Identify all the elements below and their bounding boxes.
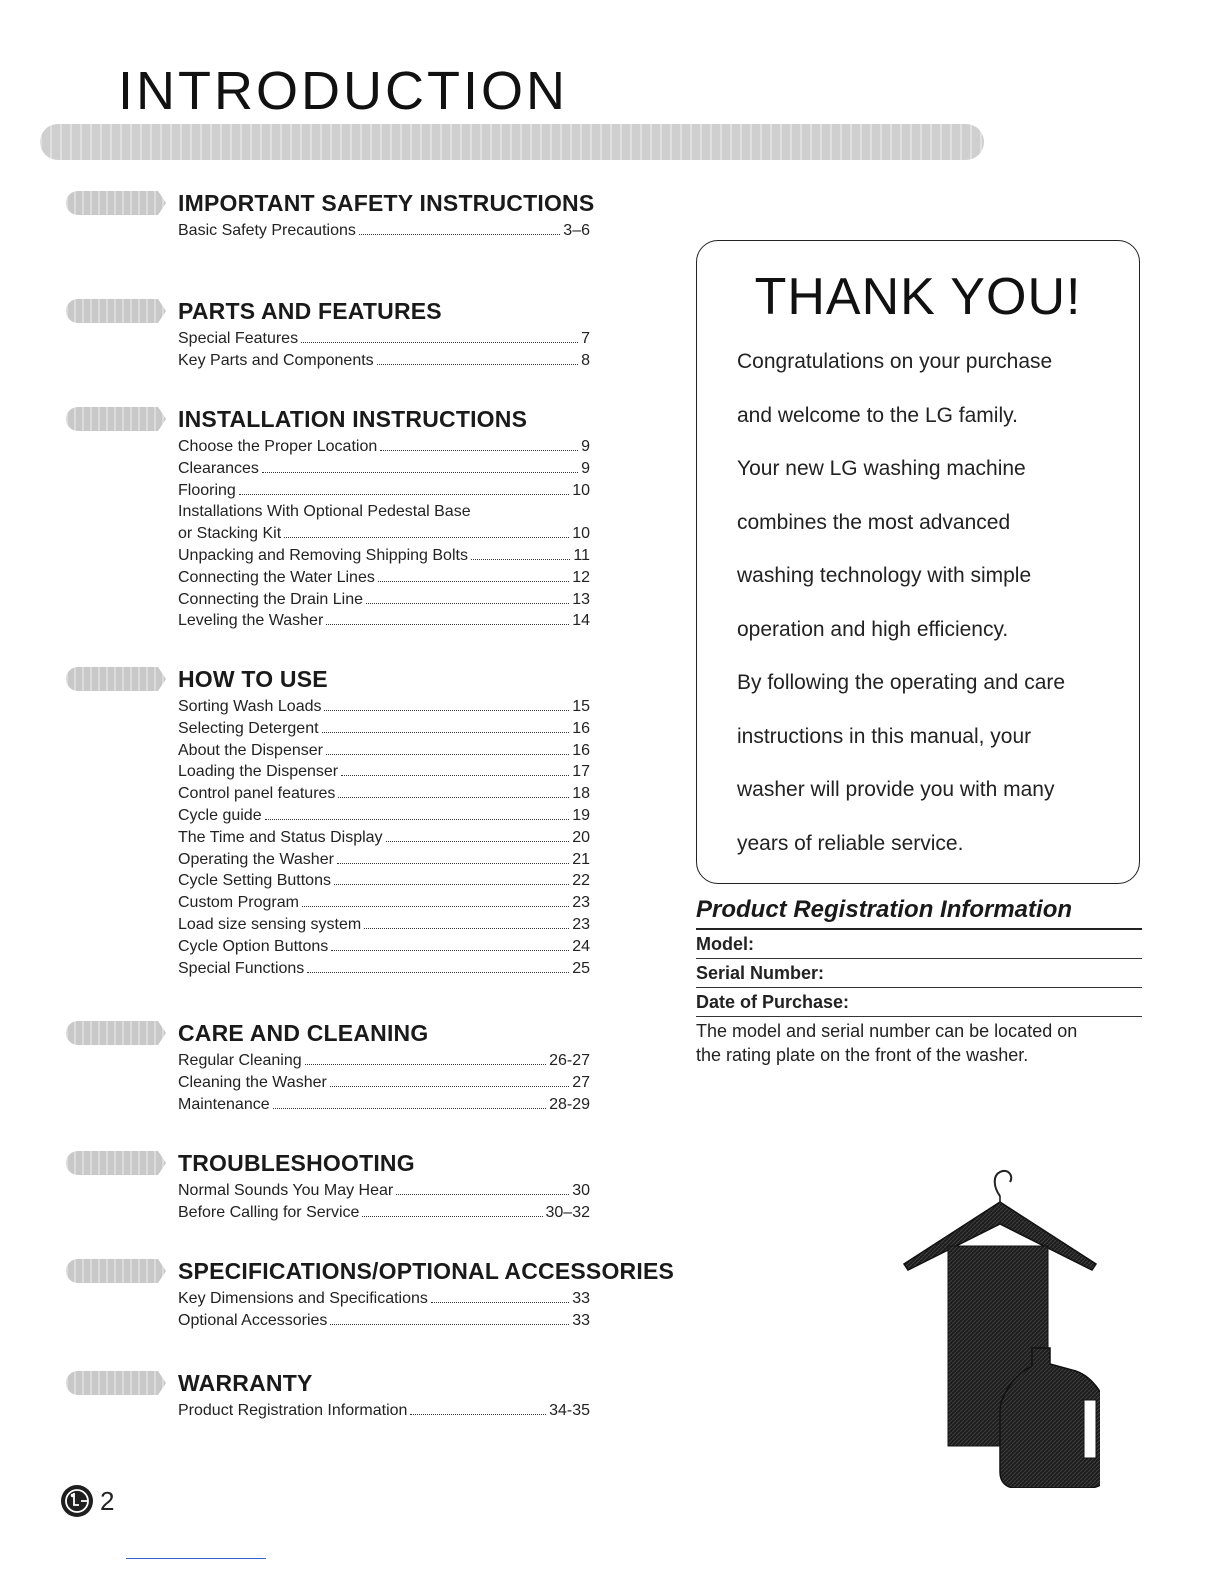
dot-leader [305, 1050, 546, 1065]
toc-section-safety [66, 186, 656, 242]
dot-leader [378, 567, 569, 582]
thank-you-line: Congratulations on your purchase [737, 350, 1053, 373]
toc-entry-page: 11 [573, 546, 590, 564]
toc-entry [178, 610, 590, 632]
thank-you-line: and welcome to the LG family. [737, 403, 1018, 427]
toc-entry-label: Normal Sounds You May Hear [178, 1182, 394, 1199]
toc-section-care [66, 1016, 656, 1115]
toc-entry [178, 589, 590, 611]
toc-entry-page: 18 [572, 785, 590, 803]
toc-entry-label: Product Registration Information [178, 1402, 408, 1419]
toc-entry-label: Maintenance [178, 1095, 270, 1113]
toc-entry-label: Operating the Washer [178, 850, 334, 868]
section-tab-icon [66, 1021, 166, 1045]
thank-you-box [696, 240, 1140, 884]
section-tab-icon [66, 191, 166, 215]
dot-leader [386, 827, 570, 842]
toc-entry [178, 1288, 590, 1310]
dot-leader [377, 350, 578, 365]
toc-entry-page: 8 [581, 351, 590, 369]
dot-leader [301, 328, 578, 343]
page-title: INTRODUCTION [118, 61, 568, 121]
toc-entry [178, 523, 590, 545]
toc-entry-page: 17 [572, 763, 590, 781]
section-entries [178, 328, 590, 372]
toc-entry [178, 1310, 590, 1332]
toc-entry-label: Clearances [178, 459, 259, 477]
toc-entry-label: Selecting Detergent [178, 719, 319, 737]
toc-section-troubleshooting [66, 1146, 656, 1224]
section-tab-icon [66, 1371, 166, 1395]
section-entries [178, 436, 590, 632]
thank-you-line: years of reliable service. [737, 831, 964, 855]
section-title: IMPORTANT SAFETY INSTRUCTIONS [178, 189, 595, 216]
dot-leader [337, 849, 569, 864]
dot-leader [239, 480, 569, 495]
toc-entry-label: Control panel features [178, 785, 336, 803]
toc-entry [178, 1400, 590, 1422]
section-entries [178, 1288, 590, 1332]
toc-entry [178, 220, 590, 242]
toc-entry-label: Sorting Wash Loads [178, 698, 322, 715]
thank-you-message [737, 335, 1065, 870]
page-number [60, 1484, 114, 1518]
serial-number-field: Serial Number: [696, 959, 1142, 988]
dot-leader [338, 783, 569, 798]
toc-entry-page: 22 [572, 872, 590, 890]
section-title: HOW TO USE [178, 665, 328, 692]
toc-entry-page: 15 [572, 698, 590, 715]
toc-entry-label: Special Functions [178, 959, 305, 977]
toc-entry [178, 914, 590, 936]
toc-entry [178, 805, 590, 827]
toc-entry-page: 23 [572, 915, 590, 933]
toc-entry-page: 30–32 [545, 1203, 590, 1221]
toc-entry-page: 23 [572, 894, 590, 912]
toc-entry-label: Regular Cleaning [178, 1052, 302, 1069]
toc-entry [178, 1180, 590, 1202]
toc-entry [178, 480, 590, 502]
section-entries [178, 220, 590, 242]
dot-leader [273, 1094, 546, 1109]
toc-entry [178, 350, 590, 372]
section-title: PARTS AND FEATURES [178, 297, 442, 324]
thank-you-line: operation and high efficiency. [737, 617, 1009, 641]
toc-entry-label: Key Dimensions and Specifications [178, 1290, 428, 1307]
section-title: WARRANTY [178, 1369, 313, 1396]
dot-leader [471, 545, 570, 560]
toc-entry-page: 33 [572, 1290, 590, 1307]
registration-note-line: the rating plate on the front of the washer. [696, 1045, 1029, 1065]
section-entries [178, 1180, 590, 1224]
toc-entry [178, 740, 590, 762]
section-entries [178, 696, 590, 979]
section-entries [178, 1050, 590, 1115]
section-tab-icon [66, 1151, 166, 1175]
toc-entry-label: Cleaning the Washer [178, 1073, 327, 1091]
toc-entry-page: 24 [572, 937, 590, 955]
registration-title: Product Registration Information [696, 896, 1142, 930]
thank-you-line: washing technology with simple [737, 564, 1032, 587]
toc-entry-label: Connecting the Drain Line [178, 590, 364, 608]
dot-leader [364, 914, 569, 929]
toc-entry-page: 14 [572, 612, 590, 630]
toc-entry-page: 9 [581, 459, 590, 477]
dot-leader [284, 523, 569, 538]
dot-leader [307, 958, 569, 973]
toc-section-parts [66, 294, 656, 372]
dot-leader [262, 458, 578, 473]
thank-you-line: washer will provide you with many [737, 778, 1055, 801]
toc-entry-label: About the Dispenser [178, 741, 323, 759]
toc-entry [178, 1050, 590, 1072]
thank-you-title: THANK YOU! [754, 268, 1082, 326]
model-field: Model: [696, 930, 1142, 959]
toc-entry-page: 25 [572, 959, 590, 977]
hanger-hook-icon [995, 1171, 1012, 1196]
hanger-towel-detergent-illustration [900, 1168, 1100, 1488]
toc-entry [178, 1072, 590, 1094]
toc-entry [178, 958, 590, 980]
toc-entry-page: 34-35 [549, 1402, 590, 1419]
dot-leader [324, 696, 569, 711]
section-title: SPECIFICATIONS/OPTIONAL ACCESSORIES [178, 1257, 675, 1284]
toc-section-how-to-use [66, 662, 656, 979]
dot-leader [359, 220, 560, 235]
section-title: INSTALLATION INSTRUCTIONS [178, 405, 528, 432]
toc-section-installation [66, 402, 656, 632]
section-title: CARE AND CLEANING [178, 1019, 429, 1046]
toc-entry-page: 16 [572, 719, 590, 737]
thank-you-line: Your new LG washing machine [737, 457, 1026, 480]
dot-leader [396, 1180, 569, 1195]
toc-entry-label: Installations With Optional Pedestal Base [178, 503, 471, 521]
toc-entry-page: 28-29 [549, 1095, 590, 1113]
section-tab-icon [66, 1259, 166, 1283]
toc-section-specifications [66, 1254, 675, 1332]
toc-entry-page: 19 [572, 806, 590, 824]
product-registration [696, 896, 1142, 1067]
toc-entry-label: Loading the Dispenser [178, 763, 339, 781]
toc-entry-label: Cycle Setting Buttons [178, 872, 331, 890]
toc-entry [178, 1094, 590, 1116]
toc-entry-label: Choose the Proper Location [178, 438, 378, 455]
toc-entry [178, 761, 590, 783]
registration-note [696, 1019, 1142, 1067]
toc-entry-page: 7 [581, 330, 590, 347]
toc-entry-label: Connecting the Water Lines [178, 568, 375, 586]
section-entries [178, 1400, 590, 1422]
dot-leader [431, 1288, 569, 1303]
toc-entry-label: Unpacking and Removing Shipping Bolts [178, 546, 468, 564]
toc-entry-label: Special Features [178, 330, 299, 347]
toc-entry-label: Optional Accessories [178, 1311, 328, 1329]
section-title: TROUBLESHOOTING [178, 1149, 415, 1176]
toc-entry-page: 20 [572, 828, 590, 846]
registration-note-line: The model and serial number can be located on [696, 1021, 1078, 1041]
toc-entry-label: Key Parts and Components [178, 351, 374, 369]
toc-entry [178, 501, 590, 523]
dot-leader [334, 870, 569, 885]
toc-entry-label: Cycle guide [178, 806, 262, 824]
toc-entry-page: 12 [572, 568, 590, 586]
toc-entry [178, 870, 590, 892]
title-banner-bar [40, 124, 984, 160]
toc-entry-label: Leveling the Washer [178, 612, 324, 630]
toc-entry [178, 696, 590, 718]
toc-entry-page: 10 [572, 525, 590, 543]
toc-entry-page: 27 [572, 1073, 590, 1091]
toc-entry-page: 30 [572, 1182, 590, 1199]
toc-entry [178, 567, 590, 589]
toc-entry-page: 16 [572, 741, 590, 759]
dot-leader [380, 436, 578, 451]
dot-leader [362, 1202, 542, 1217]
thank-you-line: instructions in this manual, your [737, 724, 1032, 748]
page-number-text: 2 [100, 1485, 115, 1516]
dot-leader [322, 718, 570, 733]
toc-entry-page: 13 [572, 590, 590, 608]
dot-leader [265, 805, 570, 820]
dot-leader [302, 892, 569, 907]
dot-leader [330, 1072, 569, 1087]
toc-entry [178, 827, 590, 849]
toc-entry-label: Basic Safety Precautions [178, 222, 356, 239]
toc-entry [178, 458, 590, 480]
dot-leader [410, 1400, 546, 1415]
thank-you-line: By following the operating and care [737, 671, 1066, 694]
toc-entry [178, 936, 590, 958]
toc-entry-label: Load size sensing system [178, 915, 362, 933]
toc-entry [178, 328, 590, 350]
toc-entry-label: or Stacking Kit [178, 525, 282, 543]
lg-logo-icon [60, 1484, 94, 1518]
toc-entry-page: 3–6 [563, 222, 590, 239]
section-tab-icon [66, 299, 166, 323]
toc-entry [178, 783, 590, 805]
toc-entry-page: 33 [572, 1311, 590, 1329]
dot-leader [326, 610, 569, 625]
section-tab-icon [66, 667, 166, 691]
toc-entry [178, 545, 590, 567]
footer-rule [126, 1558, 266, 1559]
toc-entry [178, 892, 590, 914]
dot-leader [326, 740, 569, 755]
dot-leader [331, 936, 569, 951]
toc-section-warranty [66, 1366, 656, 1422]
toc-entry-label: Before Calling for Service [178, 1203, 360, 1221]
toc-entry-label: Cycle Option Buttons [178, 937, 329, 955]
toc-entry [178, 436, 590, 458]
toc-entry [178, 849, 590, 871]
dot-leader [330, 1310, 569, 1325]
section-tab-icon [66, 407, 166, 431]
dot-leader [341, 761, 569, 776]
toc-entry-page: 21 [572, 850, 590, 868]
toc-entry-label: Custom Program [178, 894, 299, 912]
toc-entry-label: The Time and Status Display [178, 828, 383, 846]
toc-entry [178, 718, 590, 740]
thank-you-line: combines the most advanced [737, 510, 1011, 534]
toc-entry-label: Flooring [178, 481, 236, 499]
toc-entry [178, 1202, 590, 1224]
toc-entry-page: 9 [581, 438, 590, 455]
toc-entry-page: 26-27 [549, 1052, 590, 1069]
dot-leader [366, 589, 569, 604]
toc-entry-page: 10 [572, 481, 590, 499]
date-of-purchase-field: Date of Purchase: [696, 988, 1142, 1017]
